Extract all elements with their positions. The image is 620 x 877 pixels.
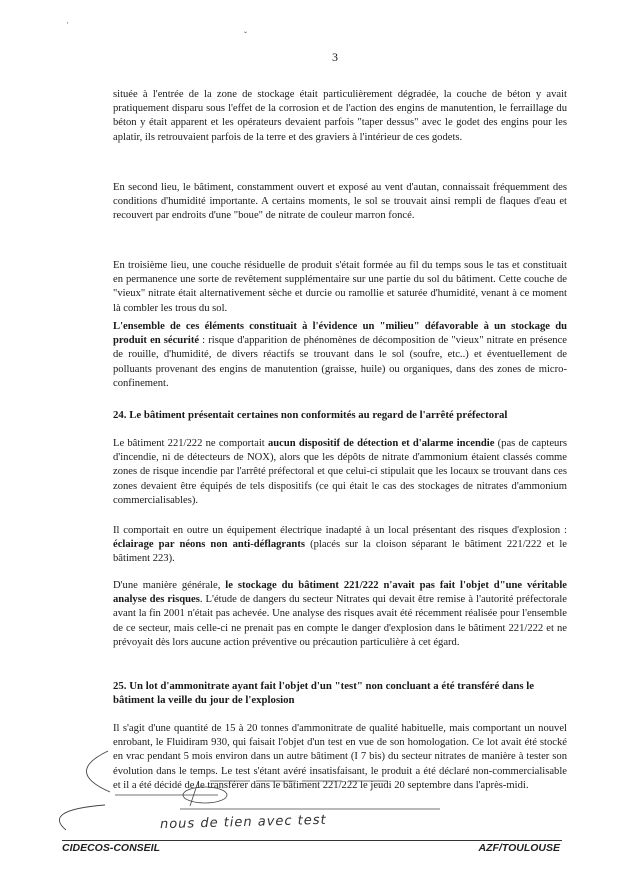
scan-speck: · (66, 18, 69, 28)
body-text: (pas de capteurs d'incendie, ni de détecteurs de NOX), alors que les dépôts de nitrate d'ammonium étaient classés comme zones de risque incendie par l'arrêté préfectoral et que celui-ci stipulait que les locaux se trouvant dans ces zones devaient être équipés de tels dispositifs (ce qui était le cas des stockages de nitrates d'ammonium commercialisables). (113, 438, 567, 506)
emphasis-text: le stockage du bâtiment 221/222 n'avait pas fait l'objet d"une véritable analyse des risques (113, 580, 567, 606)
footer-divider (62, 840, 562, 841)
emphasis-text: aucun dispositif de détection et d'alarme incendie (267, 438, 495, 449)
body-text: Il comportait en outre un équipement électrique inadapté à un local présentant des risques d'explosion : (113, 525, 567, 536)
paragraph-floor-condition: située à l'entrée de la zone de stockage était particulièrement dégradée, la couche de béton y avait pratiquement disparu sous l'effet de la corrosion et de l'action des engins de manutention, le ferraillage du béton y était apparent et les opérateurs devaient parfois "taper dessus" avec le godet des engins pour les aplatir, ils retrouvaient parfois de la terre et des graviers à l'intérieur de ces godets. (113, 89, 567, 143)
page-number: 3 (332, 50, 338, 64)
footer-left-label: CIDECOS-CONSEIL (62, 842, 161, 854)
body-text: D'une manière générale, (113, 580, 226, 591)
emphasis-text: éclairage par néons non anti-déflagrants (113, 539, 305, 551)
paragraph-humidity: En second lieu, le bâtiment, constamment ouvert et exposé au vent d'autan, connaissait fréquemment des conditions d'humidité importante. A certains moments, le sol se trouvait ainsi rempli de flaques d'eau et recouvert par endroits d'une "boue" de nitrate de couleur marron foncé. (113, 182, 567, 222)
scan-speck: ˇ (244, 30, 247, 40)
emphasis-text: L'ensemble de ces éléments constituait à l'évidence un "milieu" défavorable à un stockage du produit en sécurité (113, 321, 567, 347)
body-text: : risque d'apparition de phénomènes de décomposition de "vieux" nitrate en présence de rouille, d'humidité, de divers réactifs se trouvant dans le sol (soufre, etc..) et éventuellement de polluants provenant des engins de manutention (graisse, huile) ou organiques, dans des zones de micro-confinement. (113, 335, 567, 389)
handwritten-note: nous de tien avec test (159, 812, 327, 833)
footer-right-label: AZF/TOULOUSE (478, 842, 560, 854)
paragraph-test-batch: Il s'agit d'une quantité de 15 à 20 tonnes d'ammonitrate de qualité habituelle, mais comportant un nouvel enrobant, le Fluidiram 930, qui faisait l'objet d'un test en vue de son homologation. Ce lot avait été stocké en vrac pendant 5 mois environ dans un autre bâtiment (I 7 bis) du secteur nitrates de manière à tester son évolution dans le temps. Le test s'étant avéré insatisfaisant, le produit a été déclaré non-commercialisable et il a été décidé de le transférer dans le bâtiment 221/222 le jeudi 20 septembre dans l'après-midi. (113, 723, 567, 791)
paragraph-residual-layer: En troisième lieu, une couche résiduelle de produit s'était formée au fil du temps sous le tas et constituait en permanence une sorte de revêtement supplémentaire sur une partie du sol du bâtiment. Cette couche de "vieux" nitrate était alternativement sèche et durcie ou ramollie et saturée d'humidité, venant à ce moment là combler les trous du sol. (113, 260, 567, 314)
body-text: Le bâtiment 221/222 ne comportait (113, 438, 268, 449)
section-heading-24: 24. Le bâtiment présentait certaines non conformités au regard de l'arrêté préfectoral (113, 409, 508, 421)
body-text: . L'étude de dangers du secteur Nitrates qui devait être remise à l'autorité préfectorale avant la fin 2001 n'était pas achevée. Une analyse des risques avait été récemment réalisée pour l'ensemble de ce secteur, mais celle-ci ne prenait pas en compte le danger d'explosion dans le bâtiment 221/222 et ne prévoyait dès lors aucune action préventive ou précaution particulière à cet égard. (113, 594, 567, 648)
section-heading-25: 25. Un lot d'ammonitrate ayant fait l'objet d'un "test" non concluant a été transféré dans le bâtiment la veille du jour de l'explosion (113, 680, 535, 707)
body-text: (placés sur la cloison séparant le bâtiment 221/222 et le bâtiment 223). (113, 539, 567, 565)
